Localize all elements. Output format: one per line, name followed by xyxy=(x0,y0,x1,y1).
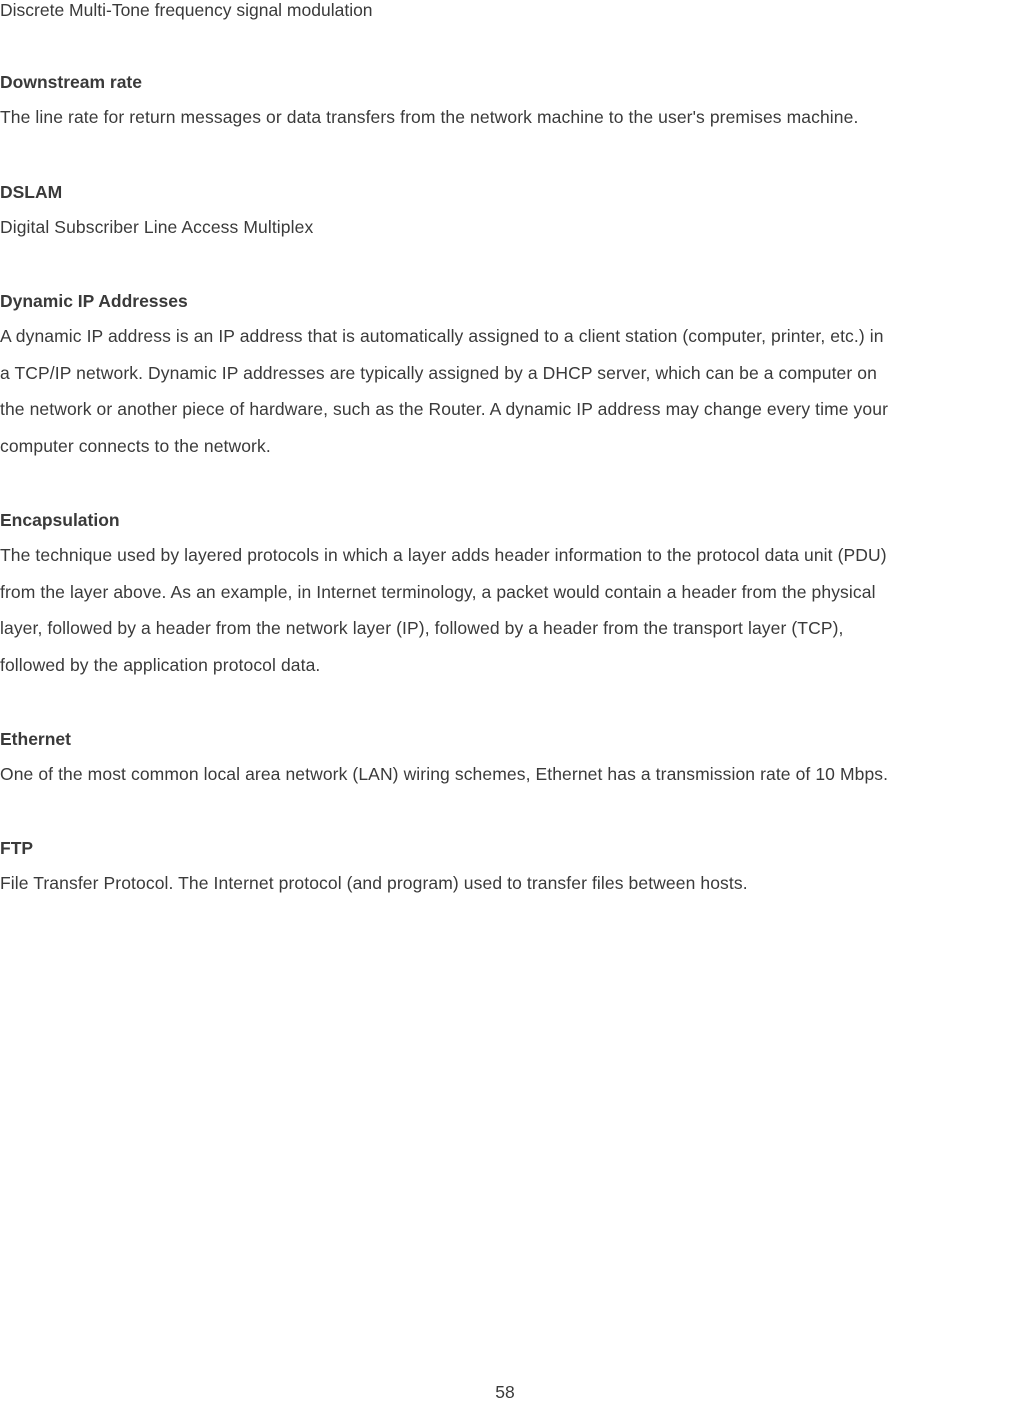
glossary-entry-downstream-rate xyxy=(0,72,1010,136)
glossary-entry-dslam xyxy=(0,182,1010,246)
glossary-definition: A dynamic IP address is an IP address that is automatically assigned to a client station (computer, printer, etc.) in a TCP/IP network. Dynamic IP addresses are typically assigned by a DHCP server, which can be a computer on the network or another piece of hardware, such as the Router. A dynamic IP address may change every time your computer connects to the network. xyxy=(0,326,888,456)
page-number: 58 xyxy=(495,1382,515,1402)
glossary-definition: The line rate for return messages or data transfers from the network machine to the user's premises machine. xyxy=(0,107,859,127)
glossary-entry-encapsulation xyxy=(0,510,1010,683)
continued-definition-text: Discrete Multi-Tone frequency signal modulation xyxy=(0,0,373,20)
glossary-term: Ethernet xyxy=(0,729,71,749)
glossary-entry-ftp xyxy=(0,838,1010,902)
glossary-term: Dynamic IP Addresses xyxy=(0,291,188,311)
glossary-term: Downstream rate xyxy=(0,72,142,92)
glossary-term: FTP xyxy=(0,838,34,858)
glossary-definition: One of the most common local area network (LAN) wiring schemes, Ethernet has a transmission rate of 10 Mbps. xyxy=(0,764,889,784)
glossary-entry-ethernet xyxy=(0,729,1010,793)
glossary-term: DSLAM xyxy=(0,182,63,202)
glossary-term: Encapsulation xyxy=(0,510,120,530)
glossary-definition: Digital Subscriber Line Access Multiplex xyxy=(0,217,314,237)
glossary-definition: The technique used by layered protocols in which a layer adds header information to the protocol data unit (PDU) from the layer above. As an example, in Internet terminology, a packet would contain a header from the physical layer, followed by a header from the network layer (IP), followed by a header from the transport layer (TCP), followed by the application protocol data. xyxy=(0,545,887,675)
glossary-definition: File Transfer Protocol. The Internet protocol (and program) used to transfer files between hosts. xyxy=(0,873,748,893)
glossary-entry-dynamic-ip-addresses xyxy=(0,291,1010,464)
